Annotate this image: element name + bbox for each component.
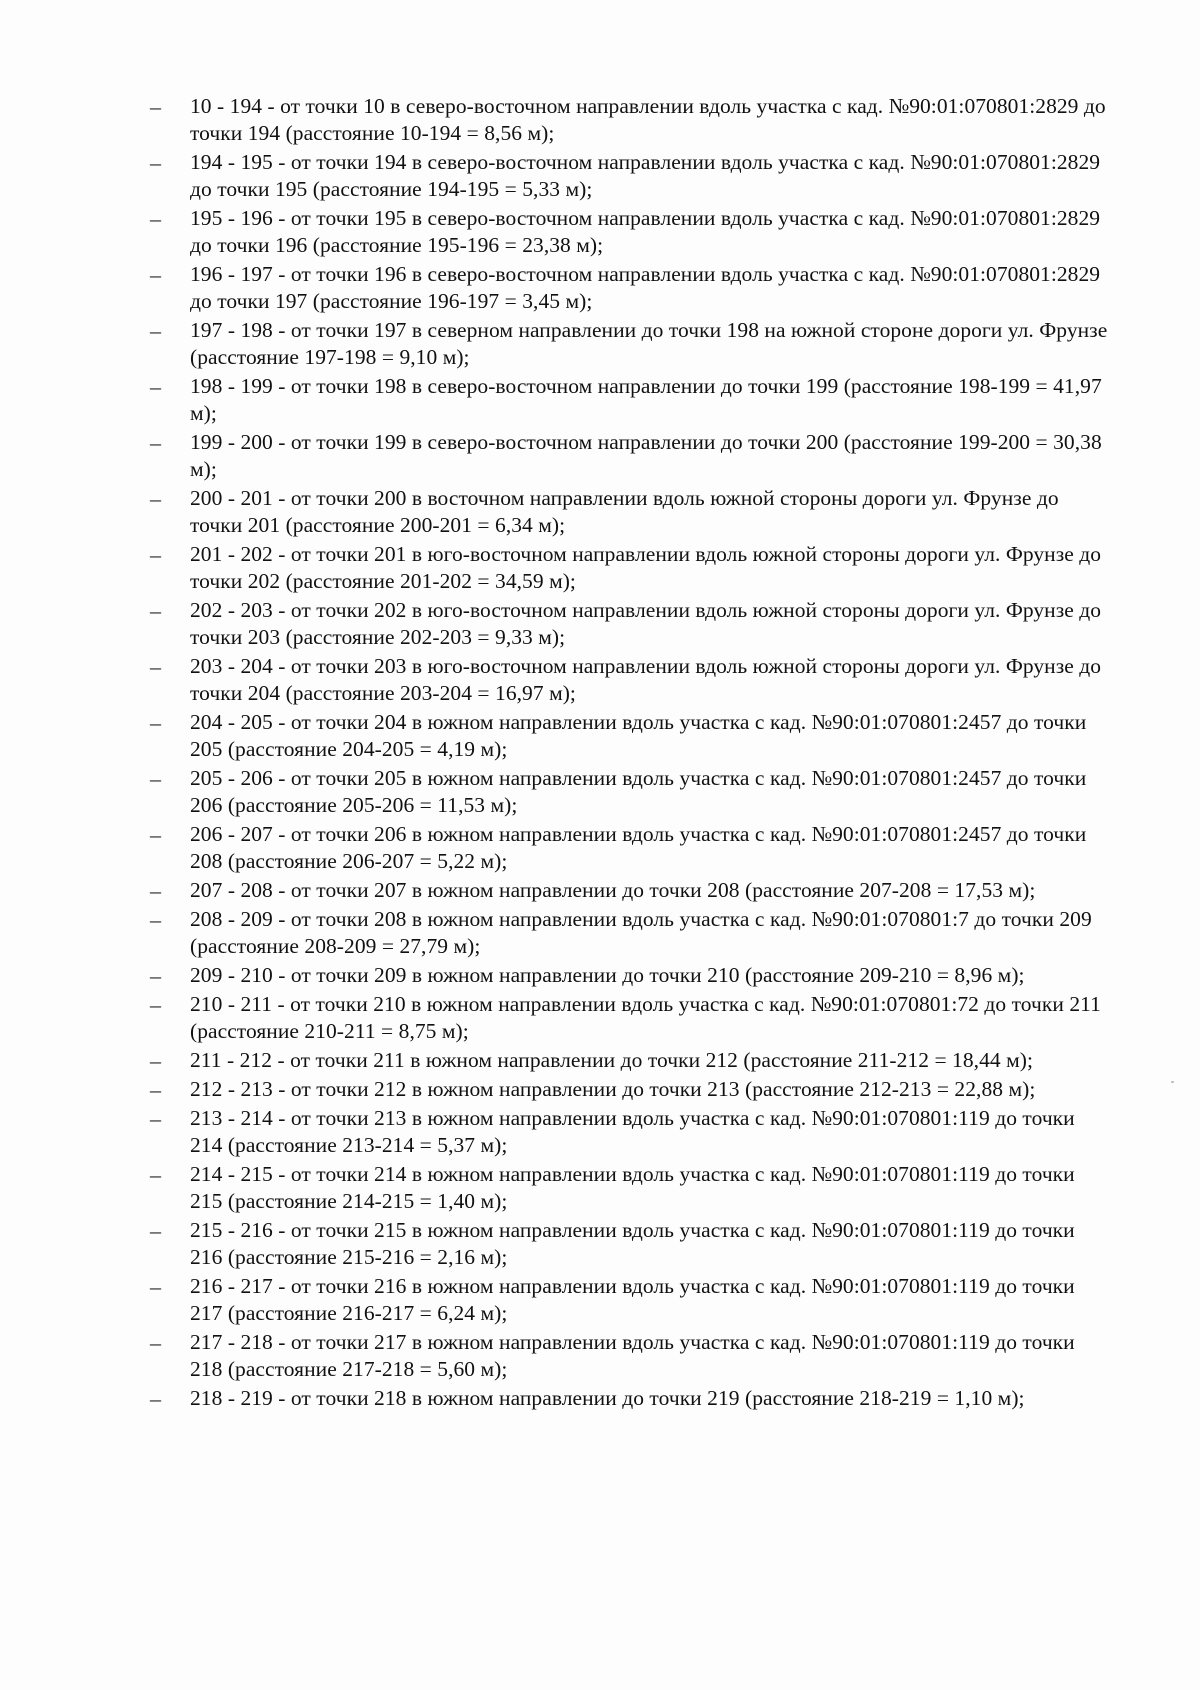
bullet-dash: – — [150, 598, 161, 623]
bullet-dash: – — [150, 1048, 161, 1073]
bullet-dash: – — [150, 963, 161, 988]
list-item-text: 197 - 198 - от точки 197 в северном направлении до точки 198 на южной стороне дороги ул. Фрунзе (расстояние 197-198 = 9,10 м); — [190, 318, 1108, 369]
list-item-text: 213 - 214 - от точки 213 в южном направлении вдоль участка с кад. №90:01:070801:119 до точки 214 (расстояние 213-214 = 5,37 м); — [190, 1106, 1075, 1157]
list-item — [150, 261, 1110, 315]
list-item — [150, 373, 1110, 427]
bullet-dash: – — [150, 1218, 161, 1243]
list-item — [150, 1273, 1110, 1327]
list-item-text: 217 - 218 - от точки 217 в южном направлении вдоль участка с кад. №90:01:070801:119 до точки 218 (расстояние 217-218 = 5,60 м); — [190, 1330, 1075, 1381]
bullet-dash: – — [150, 374, 161, 399]
bullet-dash: – — [150, 992, 161, 1017]
bullet-dash: – — [150, 710, 161, 735]
list-item — [150, 1105, 1110, 1159]
list-item — [150, 1047, 1110, 1074]
bullet-dash: – — [150, 907, 161, 932]
list-item-text: 199 - 200 - от точки 199 в северо-восточном направлении до точки 200 (расстояние 199-200 = 30,38 м); — [190, 430, 1102, 481]
list-item-text: 212 - 213 - от точки 212 в южном направлении до точки 213 (расстояние 212-213 = 22,88 м); — [190, 1077, 1036, 1101]
list-item — [150, 962, 1110, 989]
scan-speck — [1171, 1081, 1174, 1083]
list-item-text: 211 - 212 - от точки 211 в южном направлении до точки 212 (расстояние 211-212 = 18,44 м); — [190, 1048, 1033, 1072]
bullet-dash: – — [150, 822, 161, 847]
bullet-dash: – — [150, 430, 161, 455]
bullet-dash: – — [150, 654, 161, 679]
bullet-dash: – — [150, 1330, 161, 1355]
list-item-text: 210 - 211 - от точки 210 в южном направлении вдоль участка с кад. №90:01:070801:72 до точки 211 (расстояние 210-211 = 8,75 м); — [190, 992, 1101, 1043]
list-item-text: 196 - 197 - от точки 196 в северо-восточном направлении вдоль участка с кад. №90:01:070801:2829 до точки 197 (расстояние 196-197 = 3,45 м); — [190, 262, 1101, 313]
list-item — [150, 709, 1110, 763]
list-item-text: 215 - 216 - от точки 215 в южном направлении вдоль участка с кад. №90:01:070801:119 до точки 216 (расстояние 215-216 = 2,16 м); — [190, 1218, 1075, 1269]
bullet-dash: – — [150, 1162, 161, 1187]
list-item-text: 205 - 206 - от точки 205 в южном направлении вдоль участка с кад. №90:01:070801:2457 до точки 206 (расстояние 205-206 = 11,53 м); — [190, 766, 1087, 817]
list-item — [150, 821, 1110, 875]
list-item-text: 207 - 208 - от точки 207 в южном направлении до точки 208 (расстояние 207-208 = 17,53 м); — [190, 878, 1036, 902]
list-item — [150, 1161, 1110, 1215]
list-item — [150, 1076, 1110, 1103]
list-item-text: 200 - 201 - от точки 200 в восточном направлении вдоль южной стороны дороги ул. Фрунзе до точки 201 (расстояние 200-201 = 6,34 м); — [190, 486, 1059, 537]
list-item — [150, 205, 1110, 259]
list-item-text: 202 - 203 - от точки 202 в юго-восточном направлении вдоль южной стороны дороги ул. Фрунзе до точки 203 (расстояние 202-203 = 9,33 м); — [190, 598, 1102, 649]
bullet-dash: – — [150, 1386, 161, 1411]
list-item — [150, 93, 1110, 147]
bullet-dash: – — [150, 1077, 161, 1102]
list-item — [150, 317, 1110, 371]
list-item-text: 206 - 207 - от точки 206 в южном направлении вдоль участка с кад. №90:01:070801:2457 до точки 208 (расстояние 206-207 = 5,22 м); — [190, 822, 1087, 873]
bullet-dash: – — [150, 318, 161, 343]
list-item — [150, 653, 1110, 707]
bullet-dash: – — [150, 150, 161, 175]
list-item-text: 208 - 209 - от точки 208 в южном направлении вдоль участка с кад. №90:01:070801:7 до точки 209 (расстояние 208-209 = 27,79 м); — [190, 907, 1092, 958]
list-item — [150, 149, 1110, 203]
list-item-text: 204 - 205 - от точки 204 в южном направлении вдоль участка с кад. №90:01:070801:2457 до точки 205 (расстояние 204-205 = 4,19 м); — [190, 710, 1087, 761]
list-item-text: 216 - 217 - от точки 216 в южном направлении вдоль участка с кад. №90:01:070801:119 до точки 217 (расстояние 216-217 = 6,24 м); — [190, 1274, 1075, 1325]
bullet-dash: – — [150, 542, 161, 567]
list-item-text: 209 - 210 - от точки 209 в южном направлении до точки 210 (расстояние 209-210 = 8,96 м); — [190, 963, 1025, 987]
list-item — [150, 877, 1110, 904]
bullet-dash: – — [150, 94, 161, 119]
list-item-text: 218 - 219 - от точки 218 в южном направлении до точки 219 (расстояние 218-219 = 1,10 м); — [190, 1386, 1025, 1410]
list-item-text: 195 - 196 - от точки 195 в северо-восточном направлении вдоль участка с кад. №90:01:070801:2829 до точки 196 (расстояние 195-196 = 23,38 м); — [190, 206, 1101, 257]
list-item-text: 201 - 202 - от точки 201 в юго-восточном направлении вдоль южной стороны дороги ул. Фрунзе до точки 202 (расстояние 201-202 = 34,59 м); — [190, 542, 1102, 593]
list-item-text: 203 - 204 - от точки 203 в юго-восточном направлении вдоль южной стороны дороги ул. Фрунзе до точки 204 (расстояние 203-204 = 16,97 м); — [190, 654, 1102, 705]
list-item — [150, 1385, 1110, 1412]
boundary-description-list — [150, 93, 1110, 1414]
list-item-text: 194 - 195 - от точки 194 в северо-восточном направлении вдоль участка с кад. №90:01:070801:2829 до точки 195 (расстояние 194-195 = 5,33 м); — [190, 150, 1101, 201]
bullet-dash: – — [150, 206, 161, 231]
list-item — [150, 765, 1110, 819]
list-item — [150, 485, 1110, 539]
bullet-dash: – — [150, 262, 161, 287]
bullet-dash: – — [150, 486, 161, 511]
list-item — [150, 1217, 1110, 1271]
bullet-dash: – — [150, 1274, 161, 1299]
list-item — [150, 906, 1110, 960]
bullet-dash: – — [150, 878, 161, 903]
list-item-text: 10 - 194 - от точки 10 в северо-восточном направлении вдоль участка с кад. №90:01:070801:2829 до точки 194 (расстояние 10-194 = 8,56 м); — [190, 94, 1106, 145]
bullet-dash: – — [150, 766, 161, 791]
list-item — [150, 541, 1110, 595]
list-item-text: 214 - 215 - от точки 214 в южном направлении вдоль участка с кад. №90:01:070801:119 до точки 215 (расстояние 214-215 = 1,40 м); — [190, 1162, 1075, 1213]
list-item — [150, 1329, 1110, 1383]
list-item — [150, 991, 1110, 1045]
list-item — [150, 429, 1110, 483]
list-item — [150, 597, 1110, 651]
bullet-dash: – — [150, 1106, 161, 1131]
list-item-text: 198 - 199 - от точки 198 в северо-восточном направлении до точки 199 (расстояние 198-199 = 41,97 м); — [190, 374, 1102, 425]
